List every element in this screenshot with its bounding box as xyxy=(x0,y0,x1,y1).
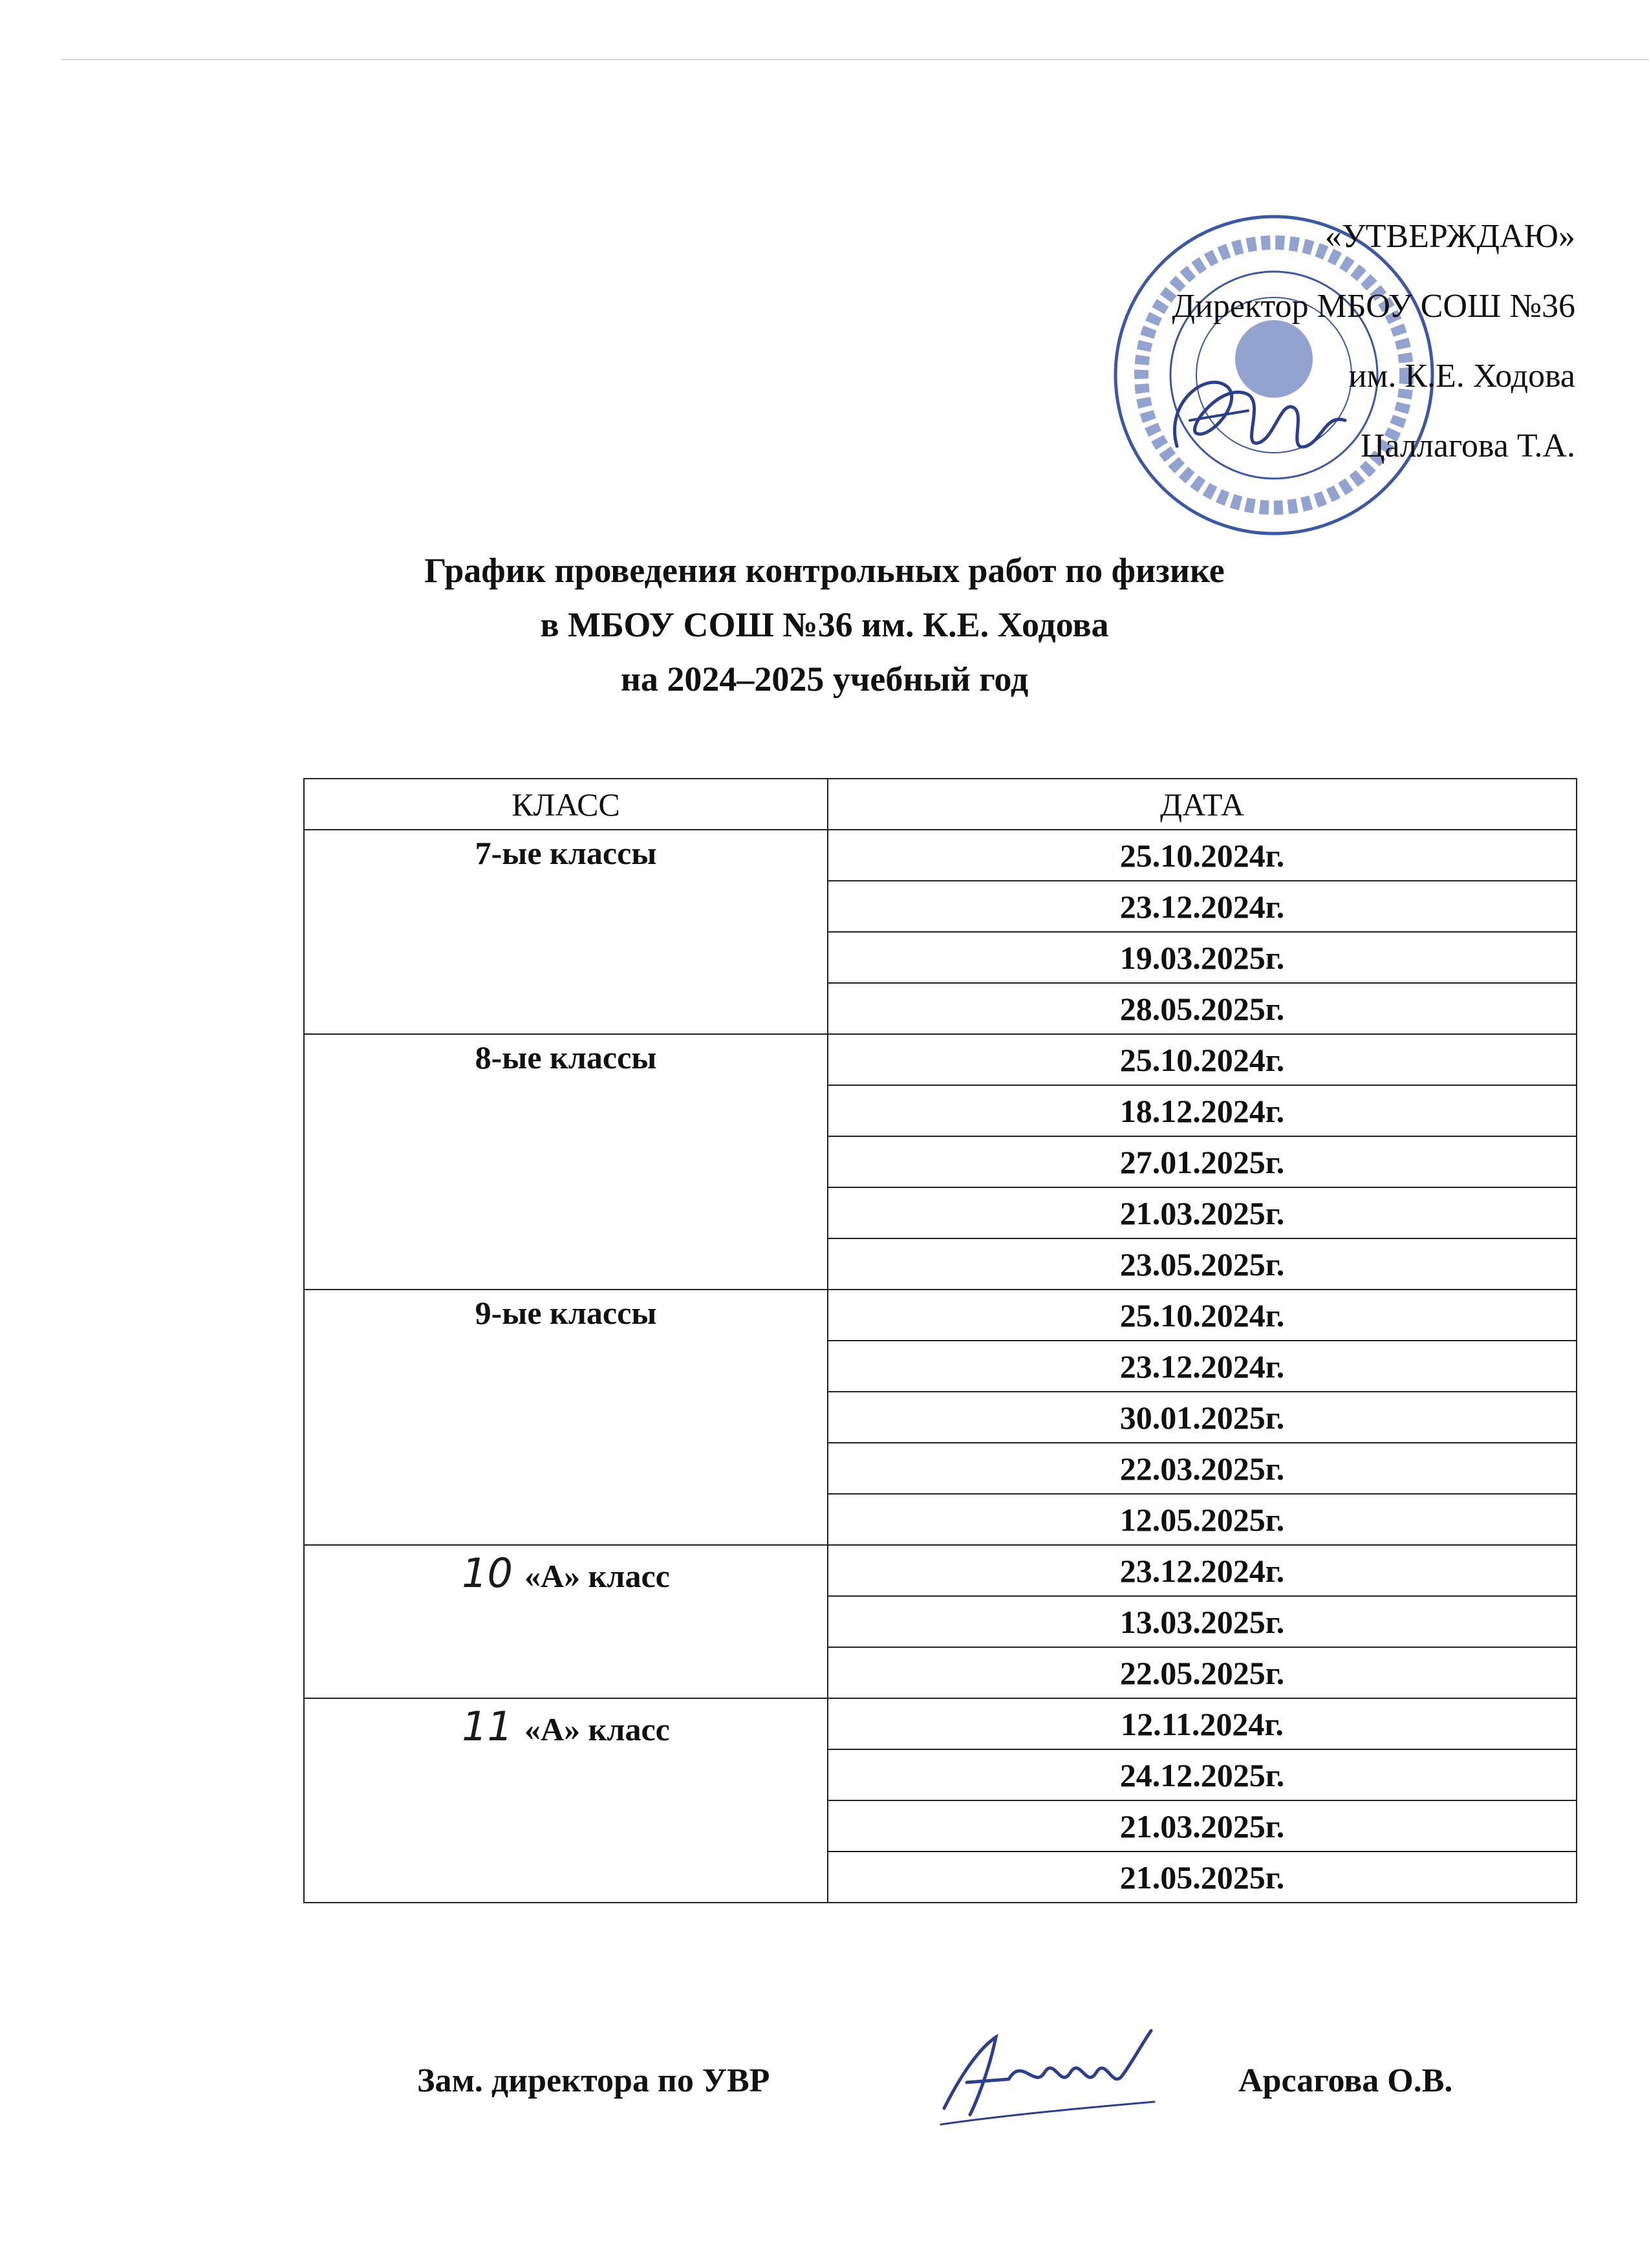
date-cell: 23.12.2024г. xyxy=(828,1545,1577,1596)
date-cell: 23.05.2025г. xyxy=(828,1238,1577,1290)
date-cell: 21.03.2025г. xyxy=(828,1187,1577,1238)
date-cell: 28.05.2025г. xyxy=(828,983,1577,1034)
table-row xyxy=(304,830,1577,881)
table-row xyxy=(304,1034,1577,1085)
date-cell: 13.03.2025г. xyxy=(828,1596,1577,1647)
approval-position: Директор МБОУ СОШ №36 xyxy=(1172,288,1575,325)
class-label: «А» класс xyxy=(524,1711,670,1747)
approval-director-name: Цаллагова Т.А. xyxy=(1360,427,1575,464)
date-cell: 22.05.2025г. xyxy=(828,1647,1577,1698)
class-cell xyxy=(304,1290,828,1545)
approval-school: им. К.Е. Ходова xyxy=(1348,358,1575,394)
date-cell: 12.11.2024г. xyxy=(828,1698,1577,1749)
date-cell: 25.10.2024г. xyxy=(828,1034,1577,1085)
deputy-signature xyxy=(931,2011,1164,2141)
table-body xyxy=(304,830,1577,1903)
class-label: 7-ые классы xyxy=(475,835,657,871)
class-cell xyxy=(304,830,828,1034)
class-cell xyxy=(304,1698,828,1903)
date-cell: 23.12.2024г. xyxy=(828,1341,1577,1392)
approval-block xyxy=(1172,202,1576,481)
table-header-row xyxy=(304,779,1577,830)
class-cell xyxy=(304,1034,828,1290)
title-line-2: в МБОУ СОШ №36 им. К.Е. Ходова xyxy=(540,605,1109,644)
class-label: 8-ые классы xyxy=(475,1039,657,1075)
footer-position: Зам. директора по УВР xyxy=(417,2062,770,2099)
header-date: ДАТА xyxy=(828,779,1577,830)
title-line-3: на 2024–2025 учебный год xyxy=(620,660,1029,698)
footer-name: Арсагова О.В. xyxy=(1238,2062,1453,2099)
handwritten-grade: 11 xyxy=(462,1703,513,1750)
date-cell: 23.12.2024г. xyxy=(828,881,1577,932)
date-cell: 22.03.2025г. xyxy=(828,1443,1577,1494)
date-cell: 24.12.2025г. xyxy=(828,1749,1577,1800)
table-row xyxy=(304,1290,1577,1341)
handwritten-grade: 10 xyxy=(462,1550,513,1597)
date-cell: 19.03.2025г. xyxy=(828,932,1577,983)
class-cell xyxy=(304,1545,828,1698)
document-title xyxy=(0,543,1649,706)
date-cell: 12.05.2025г. xyxy=(828,1494,1577,1545)
date-cell: 27.01.2025г. xyxy=(828,1136,1577,1187)
date-cell: 21.05.2025г. xyxy=(828,1852,1577,1903)
date-cell: 21.03.2025г. xyxy=(828,1800,1577,1852)
approval-heading: «УТВЕРЖДАЮ» xyxy=(1324,218,1575,255)
date-cell: 18.12.2024г. xyxy=(828,1085,1577,1136)
class-label: «А» класс xyxy=(524,1558,670,1594)
schedule-table xyxy=(303,778,1577,1903)
table-row xyxy=(304,1698,1577,1749)
table-row xyxy=(304,1545,1577,1596)
date-cell: 25.10.2024г. xyxy=(828,1290,1577,1341)
header-class: КЛАСС xyxy=(304,779,828,830)
scan-edge-line xyxy=(61,59,1649,60)
date-cell: 25.10.2024г. xyxy=(828,830,1577,881)
date-cell: 30.01.2025г. xyxy=(828,1392,1577,1443)
class-label: 9-ые классы xyxy=(475,1295,657,1331)
title-line-1: График проведения контрольных работ по физике xyxy=(424,551,1225,590)
